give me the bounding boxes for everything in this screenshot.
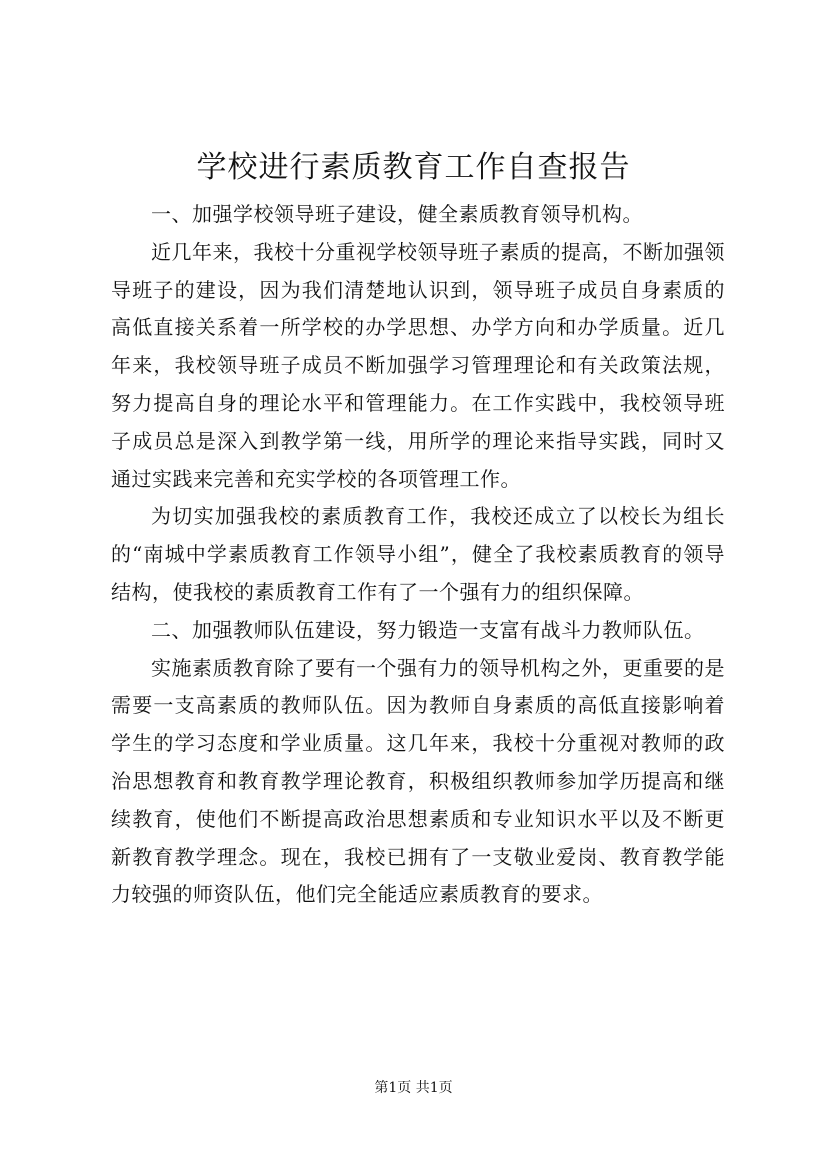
document-title: 学校进行素质教育工作自查报告 [196,150,631,185]
document-body [111,196,725,914]
section-heading-2: 二、加强教师队伍建设，努力锻造一支富有战斗力教师队伍。 [151,617,705,642]
paragraph-2: 为切实加强我校的素质教育工作，我校还成立了以校长为组长的“南城中学素质教育工作领导小组”，健全了我校素质教育的领导结构，使我校的素质教育工作有了一个强有力的组织保障。 [111,504,725,604]
paragraph-3: 实施素质教育除了要有一个强有力的领导机构之外，更重要的是需要一支高素质的教师队伍。因为教师自身素质的高低直接影响着学生的学习态度和学业质量。这几年来，我校十分重视对教师的政治思想教育和教育教学理论教育，积极组织教师参加学历提高和继续教育，使他们不断提高政治思想素质和专业知识水平以及不断更新教育教学理念。现在，我校已拥有了一支敬业爱岗、教育教学能力较强的师资队伍，他们完全能适应素质教育的要求。 [111,655,725,907]
paragraph-1: 近几年来，我校十分重视学校领导班子素质的提高，不断加强领导班子的建设，因为我们清楚地认识到，领导班子成员自身素质的高低直接关系着一所学校的办学思想、办学方向和办学质量。近几年来，我校领导班子成员不断加强学习管理理论和有关政策法规，努力提高自身的理论水平和管理能力。在工作实践中，我校领导班子成员总是深入到教学第一线，用所学的理论来指导实践，同时又通过实践来完善和充实学校的各项管理工作。 [111,239,725,491]
section-heading-1: 一、加强学校领导班子建设，健全素质教育领导机构。 [151,202,643,226]
page-footer: 第1页 共1页 [374,1080,453,1096]
